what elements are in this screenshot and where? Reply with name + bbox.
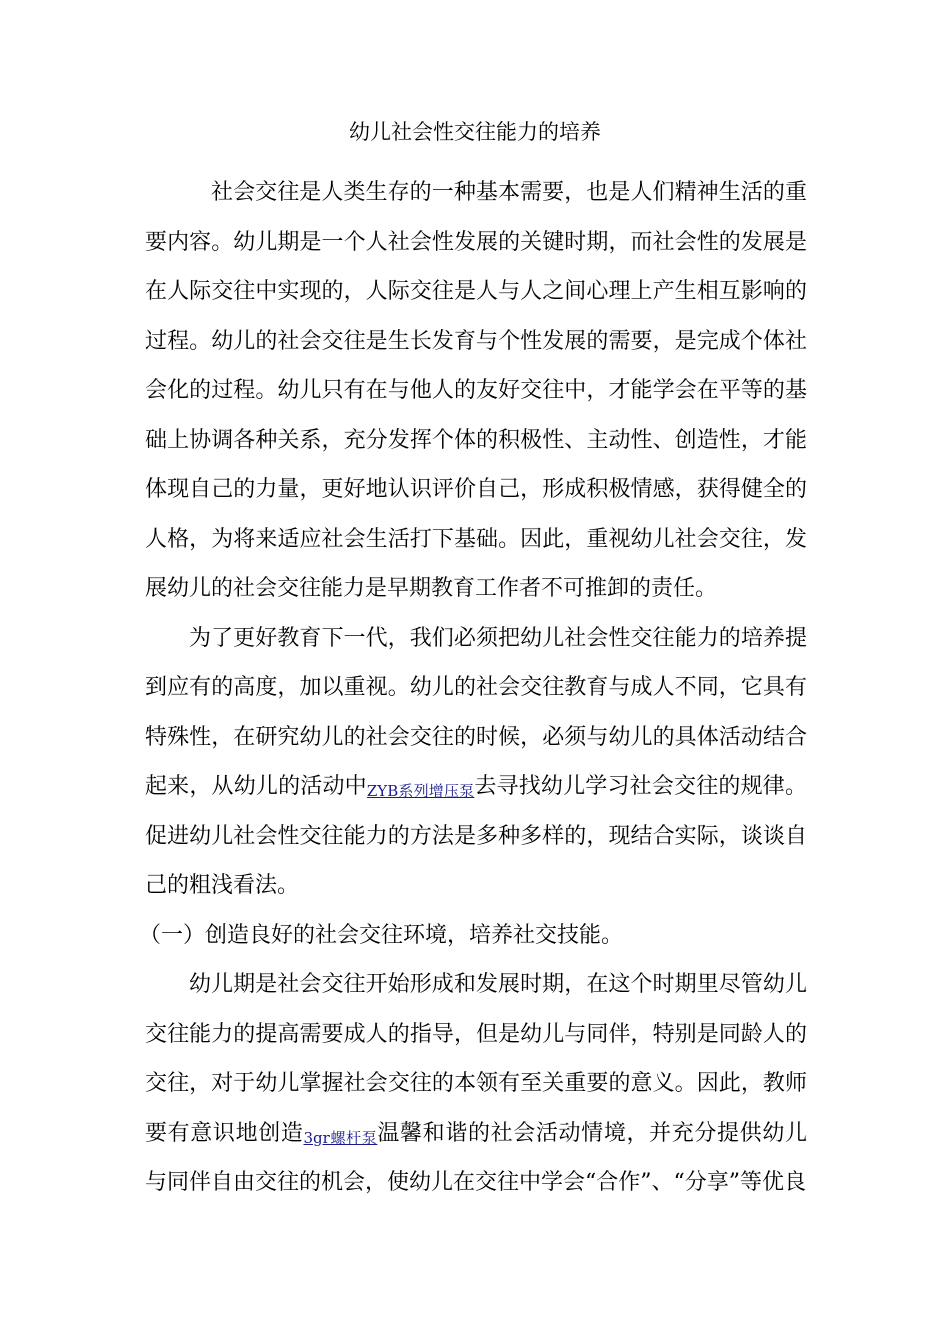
document-body — [139, 168, 807, 1208]
paragraph-text: 去寻找幼儿学习社会交往的规律。促进幼儿社会性交往能力的方法是多种多样的，现结合实际，谈谈自己的粗浅看法。 — [145, 774, 807, 898]
screw-pump-link[interactable]: 3gr螺杆泵 — [303, 1128, 378, 1147]
document-title: 幼儿社会性交往能力的培养 — [349, 120, 601, 144]
paragraph-text: 为了更好教育下一代，我们必须把幼儿社会性交往能力的培养提到应有的高度，加以重视。幼儿的社会交往教育与成人不同，它具有特殊性，在研究幼儿的社会交往的时候，必须与幼儿的具体活动结合起来，从幼儿的活动中 — [145, 625, 807, 799]
zyb-pump-link[interactable]: ZYB系列增压泵 — [366, 782, 475, 800]
paragraph-intro — [145, 168, 807, 614]
paragraph-text: 温馨和谐的社会活动情境，并充分提供幼儿与同伴自由交往的机会，使幼儿在交往中学会“合作”、“分享”等优良 — [145, 1120, 807, 1195]
section-heading: （一）创造良好的社会交往环境，培养社交技能。 — [139, 922, 624, 948]
paragraph-education — [145, 614, 807, 911]
paragraph-text: 幼儿期是社会交往开始形成和发展时期，在这个时期里尽管幼儿交往能力的提高需要成人的指导，但是幼儿与同伴，特别是同龄人的交往，对于幼儿掌握社会交往的本领有至关重要的意义。因此，教师要有意识地创造 — [145, 972, 807, 1146]
paragraph-section-one — [145, 960, 807, 1208]
paragraph-text: 社会交往是人类生存的一种基本需要，也是人们精神生活的重要内容。幼儿期是一个人社会性发展的关键时期，而社会性的发展是在人际交往中实现的，人际交往是人与人之间心理上产生相互影响的过程。幼儿的社会交往是生长发育与个性发展的需要，是完成个体社会化的过程。幼儿只有在与他人的友好交往中，才能学会在平等的基础上协调各种关系，充分发挥个体的积极性、主动性、创造性，才能体现自己的力量，更好地认识评价自己，形成积极情感，获得健全的人格，为将来适应社会生活打下基础。因此，重视幼儿社会交往，发展幼儿的社会交往能力是早期教育工作者不可推卸的责任。 — [145, 180, 807, 601]
